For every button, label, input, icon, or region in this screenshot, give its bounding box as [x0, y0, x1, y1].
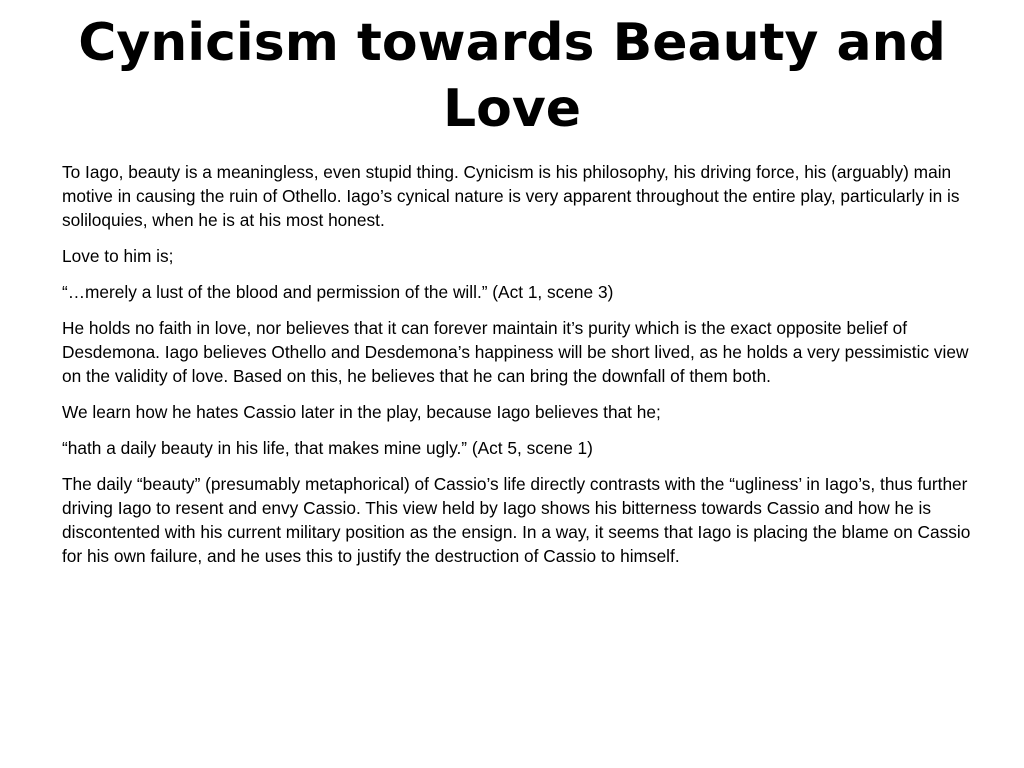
quote-act5: “hath a daily beauty in his life, that makes mine ugly.” (Act 5, scene 1)	[62, 438, 593, 458]
paragraph-love-lead: Love to him is;	[62, 246, 174, 266]
quote-act1: “…merely a lust of the blood and permission of the will.” (Act 1, scene 3)	[62, 282, 614, 302]
paragraph-analysis: The daily “beauty” (presumably metaphorical) of Cassio’s life directly contrasts with the “ugliness’ in Iago’s, thus further driving Iago to resent and envy Cassio. This view held by Iago shows his bitterness towards Cassio and how he is discontented with his current military position as the ensign. In a way, it seems that Iago is placing the blame on Cassio for his own failure, and he uses this to justify the destruction of Cassio to himself.	[62, 474, 971, 566]
slide-title: Cynicism towards Beauty and Love	[78, 13, 946, 139]
slide-body	[62, 160, 974, 580]
paragraph-intro: To Iago, beauty is a meaningless, even stupid thing. Cynicism is his philosophy, his driving force, his (arguably) main motive in causing the ruin of Othello. Iago’s cynical nature is very apparent throughout the entire play, particularly in is soliloquies, when he is at his most honest.	[62, 162, 960, 230]
paragraph-faith: He holds no faith in love, nor believes that it can forever maintain it’s purity which is the exact opposite belief of Desdemona. Iago believes Othello and Desdemona’s happiness will be short lived, as he holds a very pessimistic view on the validity of love. Based on this, he believes that he can bring the downfall of them both.	[62, 318, 969, 386]
paragraph-cassio-lead: We learn how he hates Cassio later in the play, because Iago believes that he;	[62, 402, 661, 422]
